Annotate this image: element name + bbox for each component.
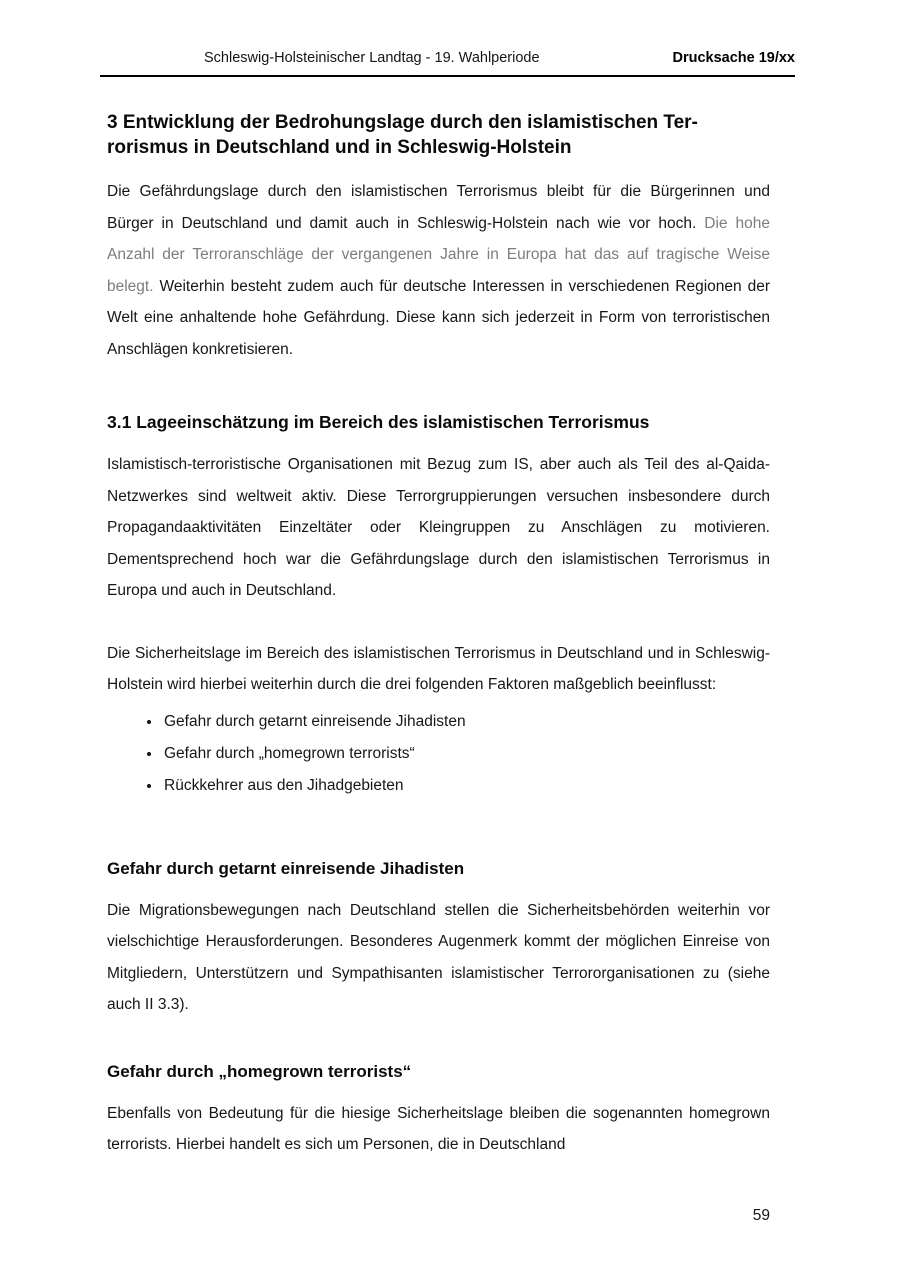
chapter-heading: [107, 110, 770, 160]
intro-paragraph-part3: Weiterhin besteht zudem auch für deutsche Interessen in verschiedenen Regionen der Welt eine anhaltende hohe Gefährdung. Diese kann sich jederzeit in Form von terroristischen Anschlägen konkretisieren.: [107, 277, 770, 358]
header-left-text: Schleswig-Holsteinischer Landtag - 19. Wahlperiode: [204, 50, 540, 66]
intro-paragraph-part1: Die Gefährdungslage durch den islamistischen Terrorismus bleibt für die Bürgerinnen und Bürger in Deutschland und damit auch in Schleswig-Holstein nach wie vor hoch.: [107, 183, 770, 232]
bullet-item: • Gefahr durch „homegrown terrorists“: [162, 738, 770, 770]
chapter-heading-line2: rorismus in Deutschland und in Schleswig-Holstein: [107, 137, 572, 158]
bullet-item: • Gefahr durch getarnt einreisende Jihadisten: [162, 706, 770, 738]
subsection-jihadisten-paragraph: Die Migrationsbewegungen nach Deutschland stellen die Sicherheitsbehörden weiterhin vor vielschichtige Herausforderungen. Besonderes Augenmerk kommt der möglichen Einreise von Mitgliedern, Unterstützern und Sympathisanten islamistischer Terrororganisationen zu (siehe auch II 3.3).: [107, 901, 770, 1013]
subsection-heading-homegrown: Gefahr durch „homegrown terrorists“: [107, 1061, 412, 1081]
chapter-heading-line1: 3 Entwicklung der Bedrohungslage durch den islamistischen Ter-: [107, 112, 698, 133]
factor-bullet-list: [107, 706, 770, 802]
intro-paragraph: [107, 176, 770, 365]
section-heading-3-1: 3.1 Lageeinschätzung im Bereich des islamistischen Terrorismus: [107, 412, 650, 432]
bullet-item: • Rückkehrer aus den Jihadgebieten: [162, 770, 770, 802]
header-right-text: Drucksache 19/xx: [672, 50, 795, 66]
document-header: [100, 50, 795, 77]
section-3-1-paragraph-2: Die Sicherheitslage im Bereich des islamistischen Terrorismus in Deutschland und in Schleswig-Holstein wird hierbei weiterhin durch die drei folgenden Faktoren maßgeblich beeinflusst:: [107, 644, 770, 693]
subsection-homegrown-paragraph: Ebenfalls von Bedeutung für die hiesige Sicherheitslage bleiben die sogenannten homegrown terrorists. Hierbei handelt es sich um Personen, die in Deutschland: [107, 1104, 770, 1153]
page-number: 59: [752, 1207, 770, 1224]
section-3-1-paragraph-1: Islamistisch-terroristische Organisationen mit Bezug zum IS, aber auch als Teil des al-Qaida-Netzwerkes sind weltweit aktiv. Diese Terrorgruppierungen versuchen insbesondere durch Propagandaaktivitäten Einzeltäter oder Kleingruppen zu Anschlägen zu motivieren. Dementsprechend hoch war die Gefährdungslage durch den islamistischen Terrorismus in Europa und auch in Deutschland.: [107, 456, 770, 599]
intro-paragraph-gray-sentence: Die hohe Anzahl der Terroranschläge der vergangenen Jahre in Europa hat das auf tragische Weise belegt.: [107, 214, 770, 295]
subsection-heading-jihadisten: Gefahr durch getarnt einreisende Jihadisten: [107, 858, 465, 878]
